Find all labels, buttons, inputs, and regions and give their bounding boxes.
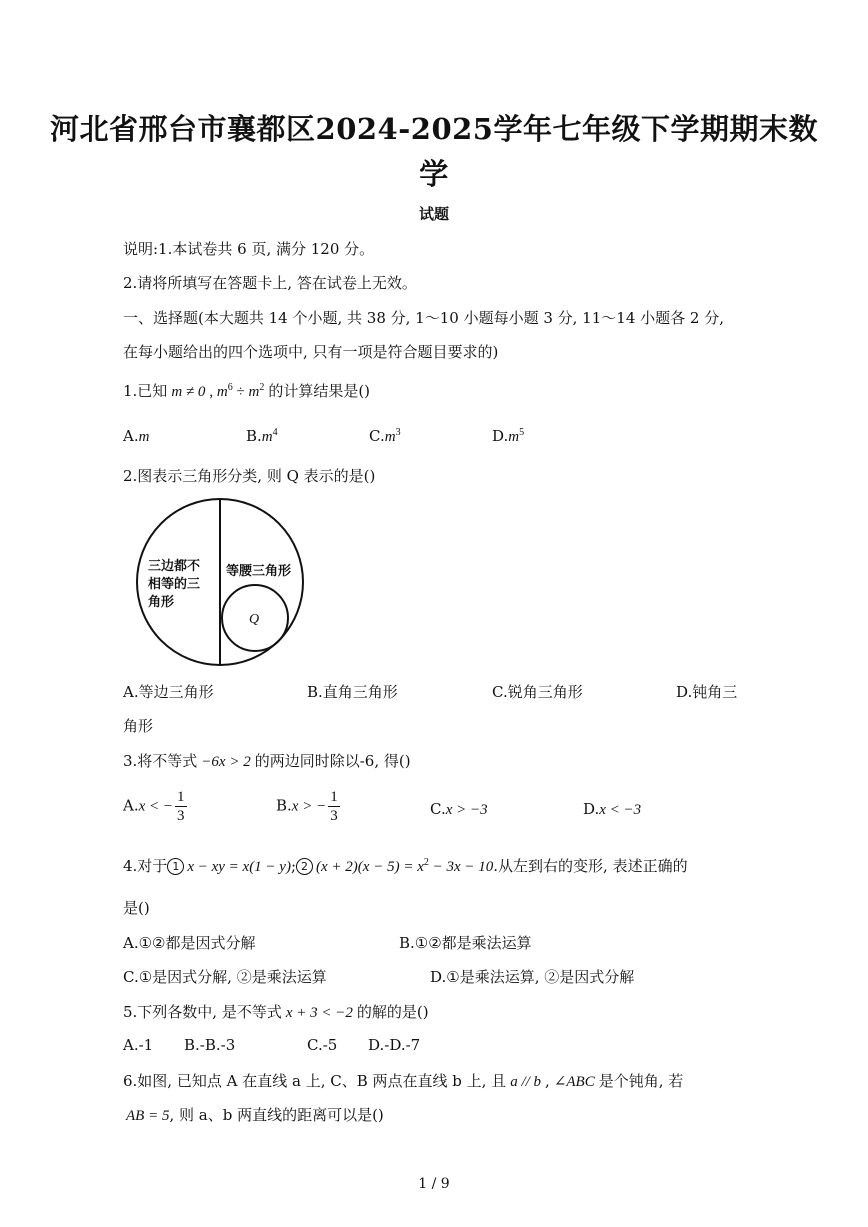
q4-separator: ; <box>290 857 297 875</box>
q1-exp-2: 2 <box>259 382 265 393</box>
q4-equation-2-right: − 3x − 10 <box>428 859 494 875</box>
q5-suffix: 的解的是() <box>356 1003 429 1021</box>
q6-angle: ∠ABC <box>553 1074 595 1090</box>
q6-line1-suffix: 是个钝角, 若 <box>598 1072 684 1090</box>
q1-operator: ÷ <box>232 384 249 400</box>
q6-parallel: a // b <box>510 1074 542 1090</box>
question-6-stem-wrap <box>126 1104 384 1125</box>
option-label: D. <box>492 427 509 445</box>
diagram-right-text: 等腰三角形 <box>226 564 292 579</box>
diagram-q-label: Q <box>249 612 260 627</box>
q3-option-b <box>276 788 340 825</box>
option-label: A. <box>123 427 139 445</box>
diagram-left-text-3: 角形 <box>148 595 175 610</box>
q6-comma: , <box>545 1072 550 1090</box>
q4-equation-2-left: (x + 2)(x − 5) = x <box>316 859 424 875</box>
q4-prefix: 4.对于 <box>123 857 168 875</box>
option-label: C. <box>430 800 446 818</box>
q5-prefix: 5.下列各数中, 是不等式 <box>123 1003 282 1021</box>
option-label: A. <box>123 796 139 815</box>
fraction-denominator: 3 <box>330 808 338 824</box>
q5-option-a: A.-1 <box>123 1036 154 1054</box>
q3-inequality: −6x > 2 <box>201 754 251 770</box>
option-label: C. <box>369 427 385 445</box>
q1-base-2: m <box>248 384 260 400</box>
diagram-left-text-2: 相等的三 <box>148 577 201 592</box>
q1-exp-1: 6 <box>227 382 233 393</box>
q4-option-d: D.①是乘法运算, ②是因式分解 <box>430 968 635 986</box>
q1-prefix: 1.已知 <box>123 382 168 400</box>
q4-suffix: .从左到右的变形, 表述正确的 <box>493 857 688 875</box>
q5-option-c: C.-5 <box>307 1036 338 1054</box>
option-value: m <box>261 429 273 445</box>
q3-prefix: 3.将不等式 <box>123 752 198 770</box>
option-value: m <box>508 429 520 445</box>
option-value: m <box>384 429 396 445</box>
q2-option-a: A.等边三角形 <box>123 683 214 701</box>
question-1-stem: 1.已知 m ≠ 0 , $m^6 \div m^2$ 的计算结果是() <box>123 382 371 400</box>
section-heading: 一、选择题(本大题共 14 个小题, 共 38 分, 1～10 小题每小题 3 分, 11～14 小题各 2 分, <box>123 309 724 327</box>
q4-option-a: A.①②都是因式分解 <box>123 934 256 952</box>
question-2-stem: 2.图表示三角形分类, 则 Q 表示的是() <box>123 467 376 485</box>
triangle-classification-diagram <box>130 498 312 670</box>
fraction <box>328 788 340 825</box>
option-expr: x < −3 <box>599 802 642 818</box>
q6-ab: AB = 5 <box>126 1108 170 1124</box>
q2-option-d: D.钝角三 <box>676 683 738 701</box>
q6-prefix: 6.如图, 已知点 A 在直线 a 上, C、B 两点在直线 b 上, 且 <box>123 1072 507 1090</box>
q2-option-c: C.锐角三角形 <box>492 683 583 701</box>
option-exponent: 3 <box>395 427 401 438</box>
q1-option-a <box>123 427 149 446</box>
option-label: D. <box>583 800 600 818</box>
fraction-numerator: 1 <box>330 789 338 805</box>
q1-option-c <box>369 427 401 446</box>
q4-option-b: B.①②都是乘法运算 <box>399 934 532 952</box>
question-3-stem <box>123 750 411 771</box>
q1-suffix: 的计算结果是() <box>268 382 371 400</box>
q1-option-d <box>492 427 524 446</box>
q3-option-d <box>583 800 641 819</box>
q3-option-a <box>123 788 187 825</box>
option-value: m <box>138 429 150 445</box>
q2-option-d-wrap: 角形 <box>123 717 154 735</box>
section-heading-wrap: 在每小题给出的四个选项中, 只有一项是符合题目要求的) <box>123 343 499 361</box>
fraction-numerator: 1 <box>177 789 185 805</box>
q3-option-c <box>430 800 488 819</box>
q2-option-b: B.直角三角形 <box>307 683 398 701</box>
fraction <box>175 788 187 825</box>
q4-option-c: C.①是因式分解, ②是乘法运算 <box>123 968 327 986</box>
option-expr: x < − <box>138 798 174 815</box>
question-4-stem <box>123 855 688 876</box>
q4-equation-1: x − xy = x(1 − y) <box>187 859 291 875</box>
question-5-stem <box>123 1001 429 1022</box>
option-exponent: 5 <box>519 427 525 438</box>
page-subtitle: 试题 <box>418 205 449 223</box>
q1-base-1: m <box>216 384 228 400</box>
circled-two-icon: 2 <box>296 858 313 875</box>
note-line-2: 2.请将所填写在答题卡上, 答在试卷上无效。 <box>123 274 417 292</box>
q6-line2-suffix: , 则 a、b 两直线的距离可以是() <box>169 1106 384 1124</box>
q3-suffix: 的两边同时除以-6, 得() <box>254 752 411 770</box>
circled-one-icon: 1 <box>167 858 184 875</box>
option-expr: x > −3 <box>445 802 488 818</box>
q5-option-b: B.-B.-3 <box>184 1036 236 1054</box>
q1-condition: m ≠ 0 <box>171 384 206 400</box>
option-label: B. <box>246 427 262 445</box>
q1-option-b <box>246 427 278 446</box>
fraction-denominator: 3 <box>177 808 185 824</box>
page-title-wrap: 学 <box>419 157 449 191</box>
question-4-stem-wrap: 是() <box>123 899 150 917</box>
question-6-stem <box>123 1070 683 1091</box>
q5-option-d: D.-D.-7 <box>368 1036 421 1054</box>
page-number: 1 / 9 <box>418 1176 450 1192</box>
page-title: 河北省邢台市襄都区2024-2025学年七年级下学期期末数 <box>50 112 818 146</box>
note-line-1: 说明:1.本试卷共 6 页, 满分 120 分。 <box>123 240 375 258</box>
option-expr: x > − <box>291 798 327 815</box>
option-label: B. <box>276 796 292 815</box>
q5-inequality: x + 3 < −2 <box>285 1005 353 1021</box>
diagram-left-text-1: 三边都不 <box>148 559 201 574</box>
q4-equation-2-exp: 2 <box>423 857 429 868</box>
option-exponent: 4 <box>272 427 278 438</box>
